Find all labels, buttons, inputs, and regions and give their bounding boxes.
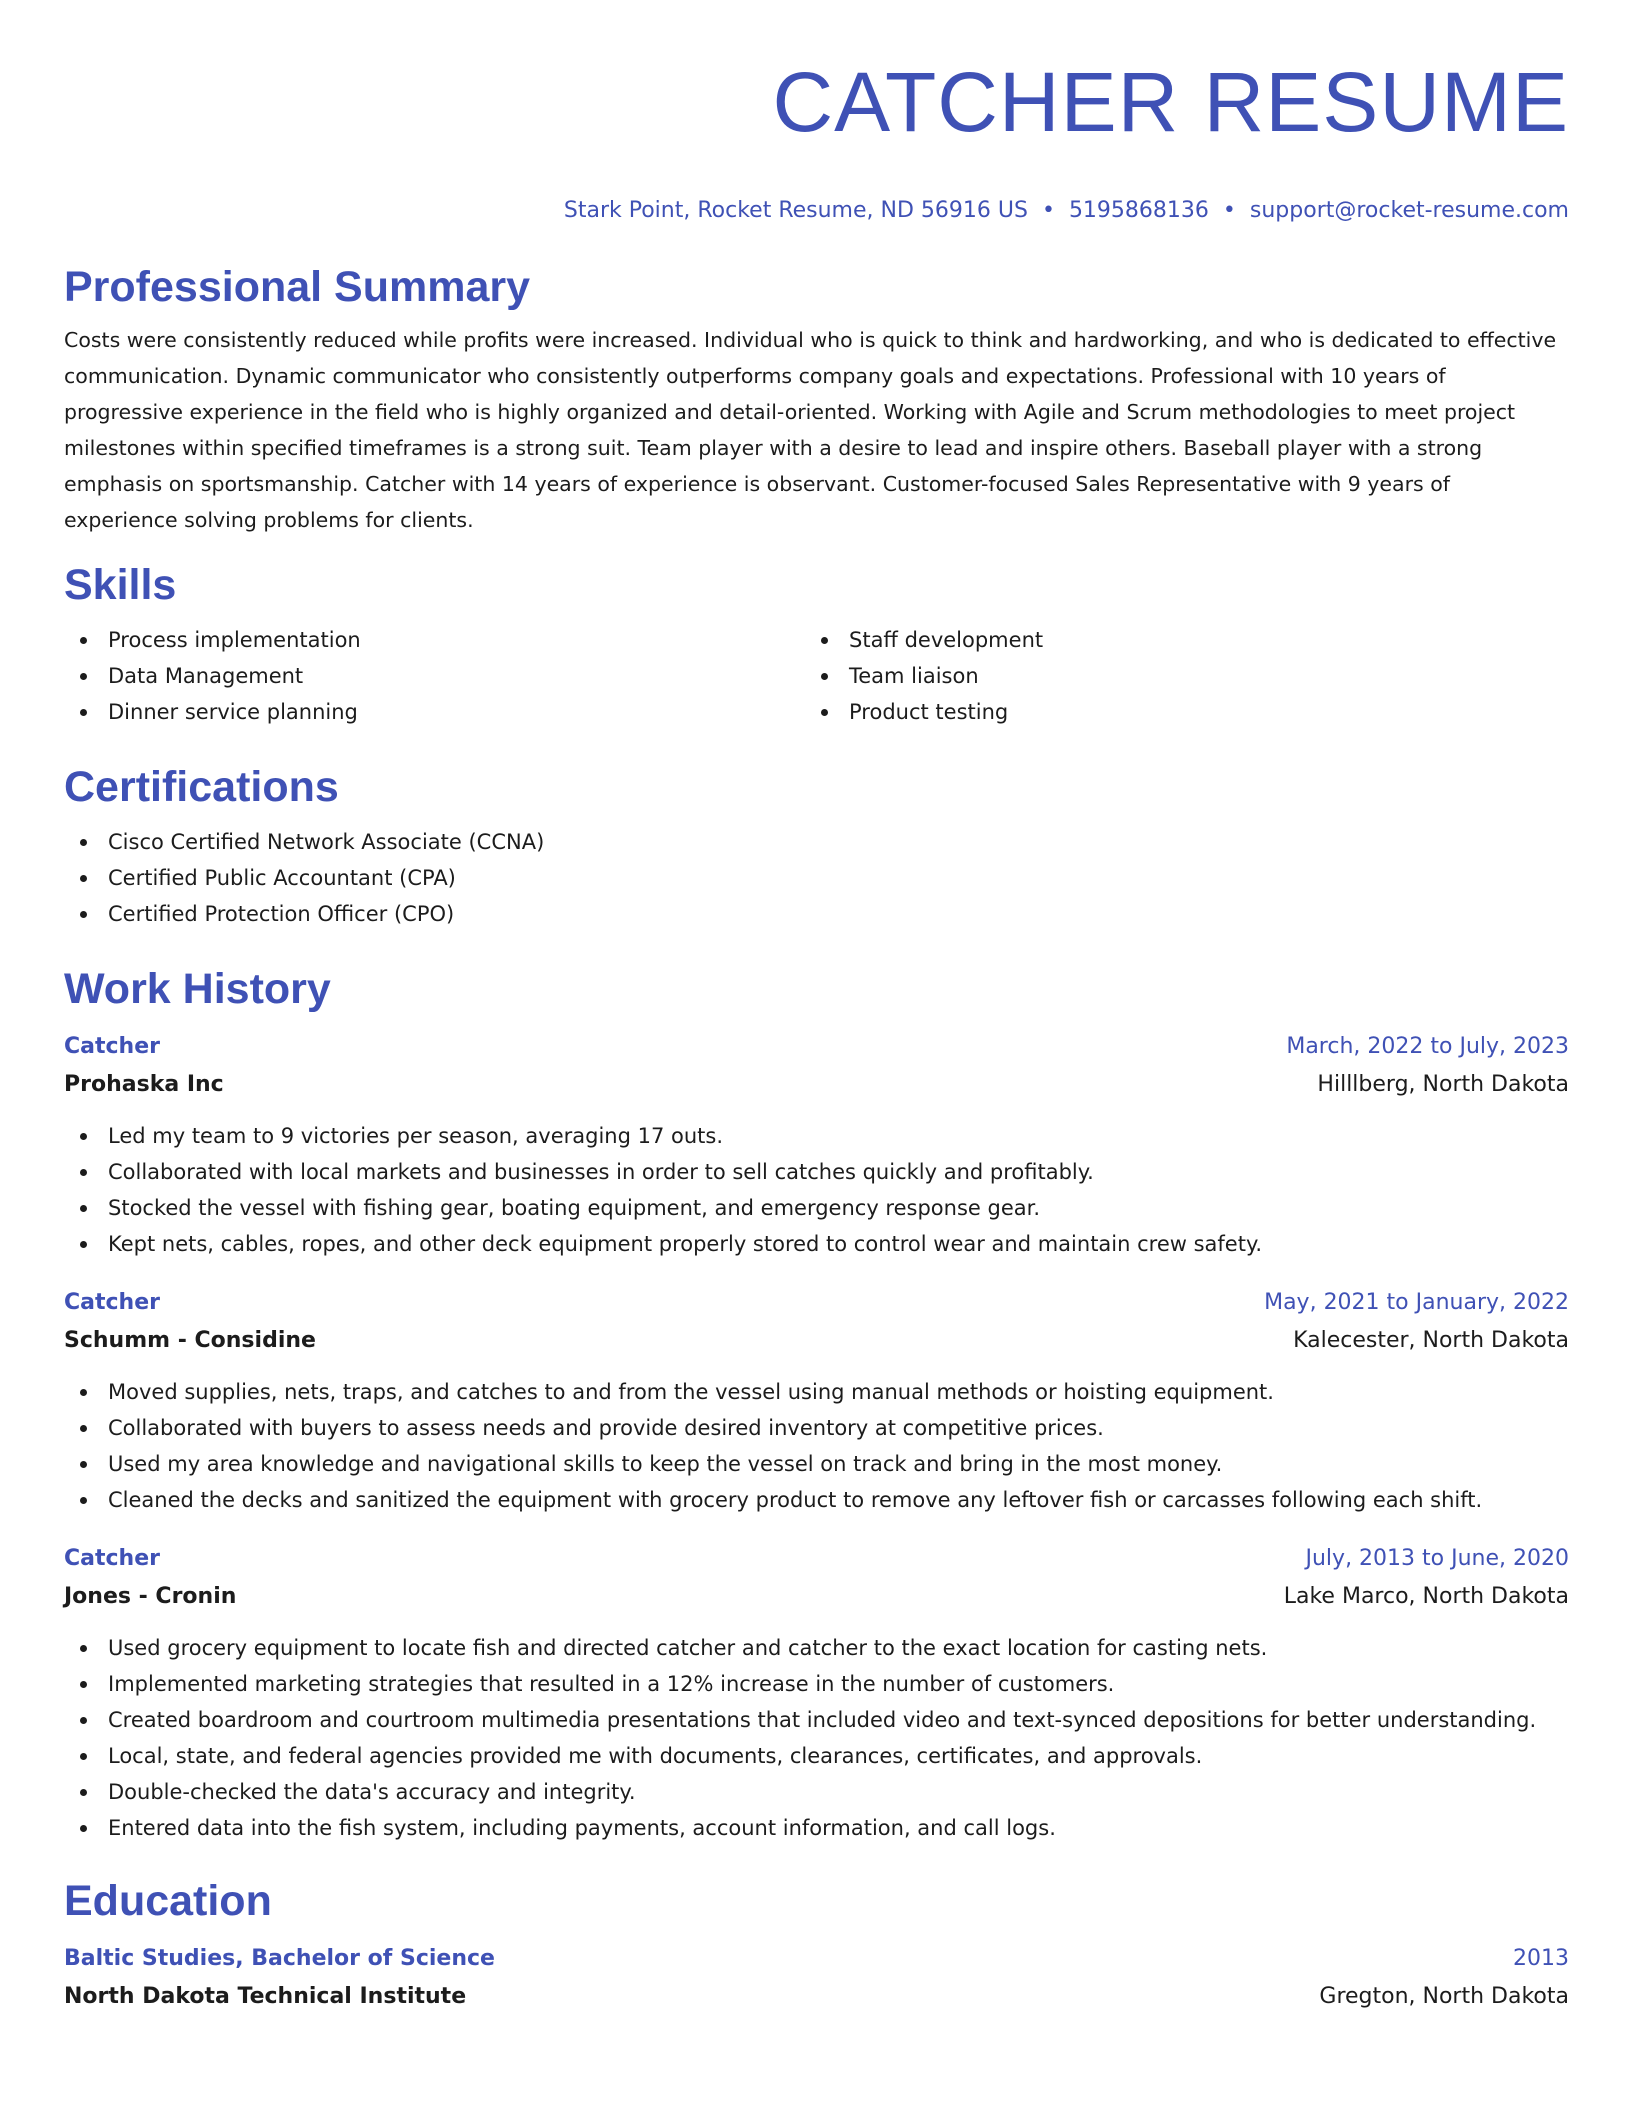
job-bullet: Cleaned the decks and sanitized the equipment with grocery product to remove any leftover fish or carcasses following each shift. xyxy=(64,1482,1569,1518)
job-entry xyxy=(64,1028,1569,1262)
contact-address: Stark Point, Rocket Resume, ND 56916 US xyxy=(563,198,1028,223)
certification-item: Certified Protection Officer (CPO) xyxy=(64,896,1569,932)
job-dates: May, 2021 to January, 2022 xyxy=(1264,1290,1569,1315)
job-header xyxy=(64,1540,1569,1578)
job-bullet: Collaborated with buyers to assess needs and provide desired inventory at competitive prices. xyxy=(64,1410,1569,1446)
job-company: Jones - Cronin xyxy=(64,1584,237,1609)
job-title: Catcher xyxy=(64,1290,160,1315)
education-heading: Education xyxy=(64,1877,272,1925)
skills-list-left xyxy=(64,622,805,730)
certification-item: Cisco Certified Network Associate (CCNA) xyxy=(64,824,1569,860)
education-location: Gregton, North Dakota xyxy=(1319,1984,1569,2009)
job-location: Hilllberg, North Dakota xyxy=(1317,1072,1569,1097)
skills-list-right xyxy=(805,622,1546,730)
skills-heading: Skills xyxy=(64,561,177,609)
certifications-heading: Certifications xyxy=(64,763,339,811)
skill-item: Data Management xyxy=(64,658,805,694)
summary-heading: Professional Summary xyxy=(64,263,531,311)
summary-section xyxy=(64,262,1569,538)
contact-phone[interactable]: 5195868136 xyxy=(1068,198,1209,223)
education-year: 2013 xyxy=(1513,1946,1569,1971)
job-bullet: Led my team to 9 victories per season, averaging 17 outs. xyxy=(64,1118,1569,1154)
certifications-list xyxy=(64,824,1569,932)
job-title: Catcher xyxy=(64,1546,160,1571)
skill-item: Process implementation xyxy=(64,622,805,658)
skill-item: Team liaison xyxy=(805,658,1546,694)
job-entry xyxy=(64,1540,1569,1846)
job-bullet: Entered data into the fish system, including payments, account information, and call logs. xyxy=(64,1810,1569,1846)
job-location: Lake Marco, North Dakota xyxy=(1283,1584,1569,1609)
job-bullet: Collaborated with local markets and businesses in order to sell catches quickly and profitably. xyxy=(64,1154,1569,1190)
job-company-row xyxy=(64,1322,1569,1360)
education-header xyxy=(64,1940,1569,1978)
contact-line xyxy=(64,196,1569,226)
contact-separator: • xyxy=(1041,198,1055,223)
job-header xyxy=(64,1284,1569,1322)
contact-separator: • xyxy=(1222,198,1236,223)
job-bullet: Moved supplies, nets, traps, and catches to and from the vessel using manual methods or hoisting equipment. xyxy=(64,1374,1569,1410)
skill-item: Dinner service planning xyxy=(64,694,805,730)
skill-item: Staff development xyxy=(805,622,1546,658)
job-bullet: Stocked the vessel with fishing gear, boating equipment, and emergency response gear. xyxy=(64,1190,1569,1226)
job-company-row xyxy=(64,1066,1569,1104)
job-bullet: Kept nets, cables, ropes, and other deck equipment properly stored to control wear and maintain crew safety. xyxy=(64,1226,1569,1262)
job-bullets xyxy=(64,1118,1569,1262)
certification-item: Certified Public Accountant (CPA) xyxy=(64,860,1569,896)
job-entry xyxy=(64,1284,1569,1518)
job-company: Prohaska Inc xyxy=(64,1072,224,1097)
job-title: Catcher xyxy=(64,1034,160,1059)
job-company: Schumm - Considine xyxy=(64,1328,316,1353)
skills-section xyxy=(64,560,1569,730)
job-bullets xyxy=(64,1374,1569,1518)
education-degree: Baltic Studies, Bachelor of Science xyxy=(64,1946,495,1971)
job-header xyxy=(64,1028,1569,1066)
education-school-row xyxy=(64,1978,1569,2016)
job-dates: July, 2013 to June, 2020 xyxy=(1305,1546,1569,1571)
job-company-row xyxy=(64,1578,1569,1616)
education-section xyxy=(64,1876,1569,2016)
skills-columns xyxy=(64,622,1569,730)
job-bullet: Local, state, and federal agencies provided me with documents, clearances, certificates, and approvals. xyxy=(64,1738,1569,1774)
skill-item: Product testing xyxy=(805,694,1546,730)
job-bullet: Implemented marketing strategies that resulted in a 12% increase in the number of customers. xyxy=(64,1666,1569,1702)
job-bullet: Used grocery equipment to locate fish and directed catcher and catcher to the exact location for casting nets. xyxy=(64,1630,1569,1666)
certifications-section xyxy=(64,762,1569,932)
job-bullets xyxy=(64,1630,1569,1846)
job-location: Kalecester, North Dakota xyxy=(1293,1328,1569,1353)
work-section xyxy=(64,964,1569,1846)
job-bullet: Used my area knowledge and navigational skills to keep the vessel on track and bring in the most money. xyxy=(64,1446,1569,1482)
education-entry xyxy=(64,1940,1569,2016)
resume-name: CATCHER RESUME xyxy=(772,55,1569,149)
job-dates: March, 2022 to July, 2023 xyxy=(1286,1034,1569,1059)
job-bullet: Double-checked the data's accuracy and integrity. xyxy=(64,1774,1569,1810)
job-bullet: Created boardroom and courtroom multimedia presentations that included video and text-synced depositions for better understanding. xyxy=(64,1702,1569,1738)
contact-email[interactable]: support@rocket-resume.com xyxy=(1249,198,1569,223)
summary-text: Costs were consistently reduced while profits were increased. Individual who is quick to think and hardworking, and who is dedicated to effective communication. Dynamic communicator who consistently outperforms company goals and expectations. Professional with 10 years of progressive experience in the field who is highly organized and detail-oriented. Working with Agile and Scrum methodologies to meet project milestones within specified timeframes is a strong suit. Team player with a desire to lead and inspire others. Baseball player with a strong emphasis on sportsmanship. Catcher with 14 years of experience is observant. Customer-focused Sales Representative with 9 years of experience solving problems for clients. xyxy=(64,328,1557,532)
education-school: North Dakota Technical Institute xyxy=(64,1984,467,2009)
work-heading: Work History xyxy=(64,965,331,1013)
